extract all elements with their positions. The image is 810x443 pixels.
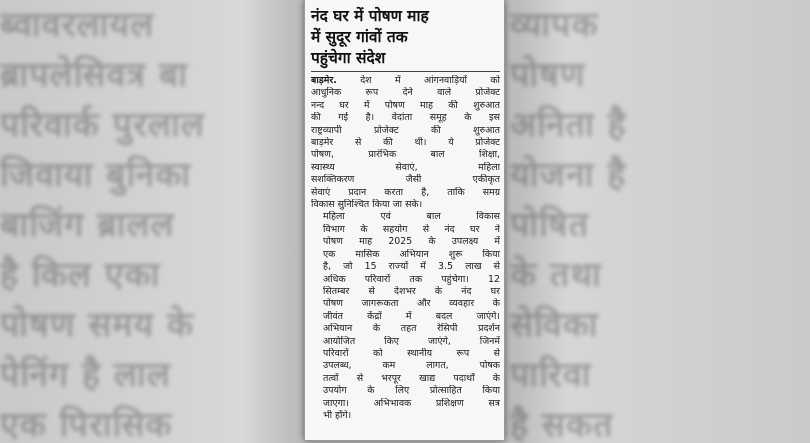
article-headline — [311, 6, 500, 69]
body-line: पोषण, प्रारंभिक बाल शिक्षा, — [311, 149, 500, 161]
blurred-background-left — [0, 0, 300, 443]
blurred-text-line: पोषण समय के — [0, 305, 195, 345]
blurred-text-line: है सकत — [510, 405, 614, 443]
body-line: विकास सुनिश्चित किया जा सके। — [311, 199, 423, 211]
body-line: पोषण जागरूकता और व्यवहार के — [323, 298, 500, 310]
body-line: अभियान के तहत रेसिपी प्रदर्शन — [323, 323, 500, 335]
blurred-text-line: के तथा — [510, 255, 602, 295]
article-dateline: बाड़मेर. — [311, 75, 337, 86]
blurred-text-line: एक पिरासिक — [0, 405, 173, 443]
body-line: उपयोग के लिए प्रोत्साहित किया — [323, 385, 500, 397]
body-line: एक मासिक अभियान शुरू किया — [323, 248, 500, 260]
blurred-text-line: पारिवा — [510, 355, 592, 395]
body-line: सितम्बर से देशभर के नंद घर — [323, 285, 500, 297]
body-line: की गई है। वेदांता समूह के इस — [311, 112, 500, 124]
blurred-text-line: बाजिंग ब्रालल — [0, 205, 175, 245]
blurred-text-line: है किल एका — [0, 255, 161, 295]
article-body — [311, 75, 500, 422]
body-line: महिला एवं बाल विकास — [323, 211, 500, 223]
body-line: आधुनिक रूप देने वाले प्रोजेक्ट — [311, 87, 500, 99]
blurred-text-line: ब्वावरलायल — [0, 5, 155, 45]
body-line: बाड़मेर से की थी। ये प्रोजेक्ट — [311, 137, 500, 149]
headline-divider — [311, 71, 500, 72]
headline-line: में सुदूर गांवों तक — [311, 28, 408, 46]
newspaper-clipping — [305, 0, 504, 440]
body-line: अधिक परिवारों तक पहुंचेगा। 12 — [323, 273, 500, 285]
body-line: तत्वों से भरपूर खाद्य पदार्थों के — [323, 372, 500, 384]
blurred-text-line: पोषण — [510, 55, 586, 95]
blurred-text-line: योजना है — [510, 155, 627, 195]
body-line: परिवारों को स्थानीय रूप से — [323, 347, 500, 359]
body-line: उपलब्ध, कम लागत, पोषक — [323, 360, 500, 372]
body-line: है, जो 15 राज्यों में 3.5 लाख से — [323, 261, 500, 273]
blurred-text-line: परिवार्क पुरलाल — [0, 105, 205, 145]
blurred-text-line: व्यापक — [510, 5, 599, 45]
body-line: विभाग के सहयोग से नंद घर ने — [323, 223, 500, 235]
body-line: सेवाएं प्रदान करता है, ताकि समग्र — [311, 186, 500, 198]
body-line — [311, 75, 500, 87]
body-line: जाएगा। अभिभावक प्रशिक्षण सत्र — [323, 397, 500, 409]
blurred-text-line: सेविका — [510, 305, 599, 345]
body-line: जीवंत केंद्रों में बदल जाएंगे। — [323, 310, 500, 322]
blurred-background-right — [510, 0, 810, 443]
body-line: सशक्तिकरण जैसी एकीकृत — [311, 174, 500, 186]
article-paragraph-2 — [311, 211, 500, 422]
blurred-text-line: ब्रापलेसिवत्र बा — [0, 55, 189, 95]
body-line-text: देश में आंगनवाड़ियों को — [336, 75, 500, 86]
body-line: पोषण माह 2025 के उपलक्ष्य में — [323, 236, 500, 248]
blurred-text-line: अनिता है — [510, 105, 627, 145]
blurred-text-line: पेनिंग है लाल — [0, 355, 171, 395]
body-line: राष्ट्रव्यापी प्रोजेक्ट की शुरुआत — [311, 124, 500, 136]
blurred-text-line: पोषित — [510, 205, 589, 245]
body-line: आयोजित किए जाएंगे, जिनमें — [323, 335, 500, 347]
headline-line: पहुंचेगा संदेश — [311, 49, 386, 67]
headline-line: नंद घर में पोषण माह — [311, 7, 429, 25]
body-line: भी होंगे। — [323, 409, 352, 421]
article-paragraph-1 — [311, 75, 500, 211]
blurred-text-line: जिवाया बुनिका — [0, 155, 192, 195]
body-line: नन्द घर में पोषण माह की शुरुआत — [311, 99, 500, 111]
body-line: स्वास्थ्य सेवाएं, महिला — [311, 161, 500, 173]
